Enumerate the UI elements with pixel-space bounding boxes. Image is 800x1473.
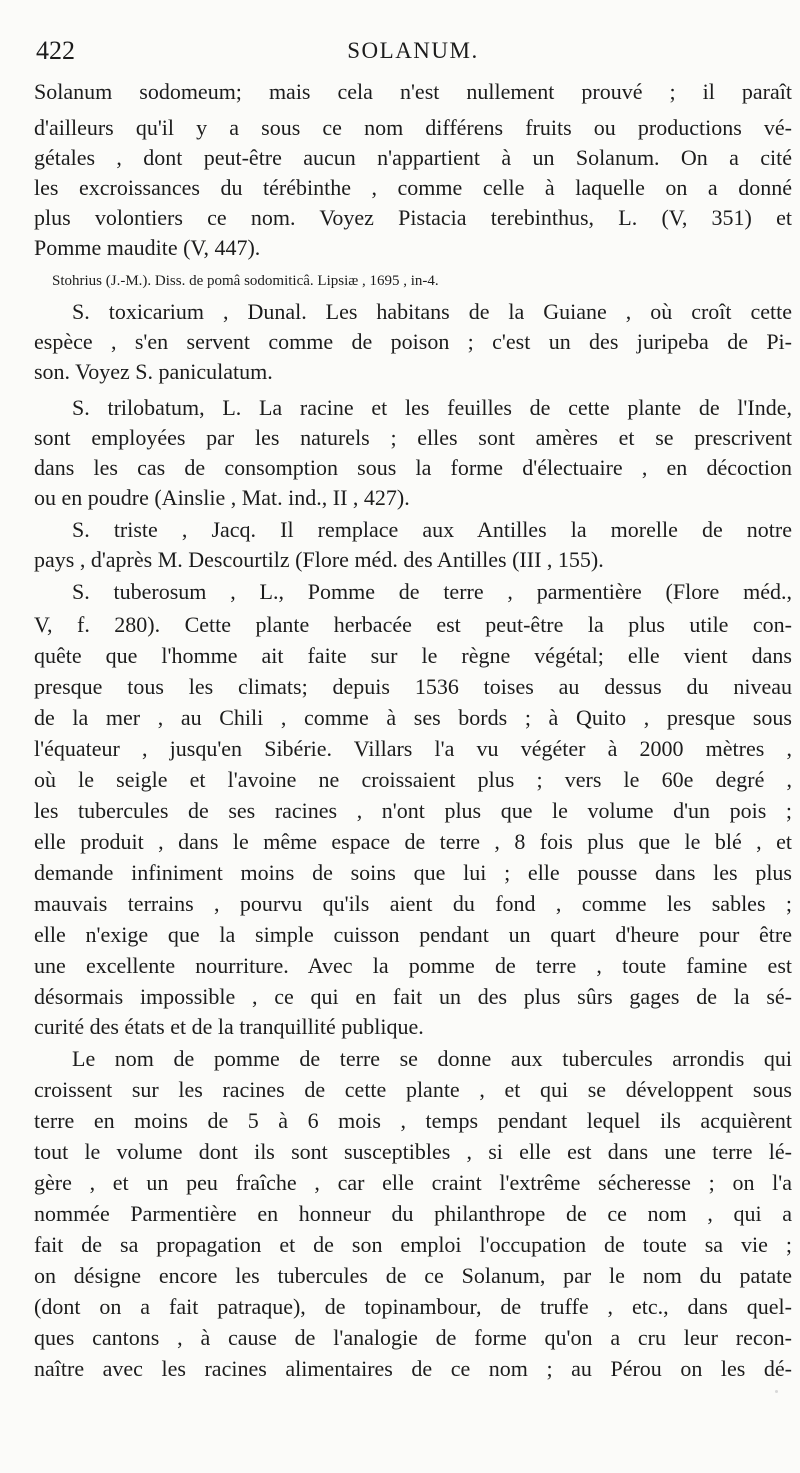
text-line: ques cantons , à cause de l'analogie de forme qu'on a cru leur recon- [34, 1325, 792, 1350]
text-line: S. toxicarium , Dunal. Les habitans de la Guiane , où croît cette [72, 299, 792, 324]
text-line: de la mer , au Chili , comme à ses bords ; à Quito , presque sous [34, 705, 792, 730]
bibliography-line: Stohrius (J.-M.). Diss. de pomâ sodomiticâ. Lipsiæ , 1695 , in-4. [52, 273, 439, 289]
text-line: Le nom de pomme de terre se donne aux tubercules arrondis qui [72, 1046, 792, 1071]
text-line: espèce , s'en servent comme de poison ; c'est un des juripeba de Pi- [34, 329, 792, 354]
text-line: demande infiniment moins de soins que lui ; elle pousse dans les plus [34, 860, 792, 885]
text-line: S. trilobatum, L. La racine et les feuilles de cette plante de l'Inde, [72, 395, 792, 420]
text-line: Pomme maudite (V, 447). [34, 235, 261, 260]
text-line: presque tous les climats; depuis 1536 toises au dessus du niveau [34, 674, 792, 699]
text-line: dans les cas de consomption sous la forme d'électuaire , en décoction [34, 455, 792, 480]
text-line: plus volontiers ce nom. Voyez Pistacia terebinthus, L. (V, 351) et [34, 205, 792, 230]
text-line: S. triste , Jacq. Il remplace aux Antilles la morelle de notre [72, 517, 792, 542]
text-line: tout le volume dont ils sont susceptibles , si elle est dans une terre lé- [34, 1139, 792, 1164]
text-line: où le seigle et l'avoine ne croissaient plus ; vers le 60e degré , [34, 767, 792, 792]
text-line: S. tuberosum , L., Pomme de terre , parmentière (Flore méd., [72, 579, 792, 604]
text-line: sont employées par les naturels ; elles sont amères et se prescrivent [34, 425, 792, 450]
text-line: croissent sur les racines de cette plante , et qui se développent sous [34, 1077, 792, 1102]
text-line: les excroissances du térébinthe , comme celle à laquelle on a donné [34, 175, 792, 200]
text-line: mauvais terrains , pourvu qu'ils aient du fond , comme les sables ; [34, 891, 792, 916]
text-line: (dont on a fait patraque), de topinambour, de truffe , etc., dans quel- [34, 1294, 792, 1319]
running-title: SOLANUM. [347, 38, 479, 63]
text-line: quête que l'homme ait faite sur le règne végétal; elle vient dans [34, 643, 792, 668]
text-line: terre en moins de 5 à 6 mois , temps pendant lequel ils acquièrent [34, 1108, 792, 1133]
text-line: ou en poudre (Ainslie , Mat. ind., II , 427). [34, 485, 410, 510]
text-line: V, f. 280). Cette plante herbacée est peut-être la plus utile con- [34, 612, 792, 637]
text-line: désormais impossible , ce qui en fait un des plus sûrs gages de la sé- [34, 984, 792, 1009]
text-line: les tubercules de ses racines , n'ont plus que le volume d'un pois ; [34, 798, 792, 823]
text-line: une excellente nourriture. Avec la pomme de terre , toute famine est [34, 953, 792, 978]
text-line: gétales , dont peut-être aucun n'appartient à un Solanum. On a cité [34, 145, 792, 170]
text-line: naître avec les racines alimentaires de ce nom ; au Pérou on les dé- [34, 1356, 792, 1381]
text-line: l'équateur , jusqu'en Sibérie. Villars l'a vu végéter à 2000 mètres , [34, 736, 792, 761]
text-line: curité des états et de la tranquillité publique. [34, 1014, 424, 1039]
page-header [36, 36, 790, 76]
text-line: nommée Parmentière en honneur du philanthrope de ce nom , qui a [34, 1201, 792, 1226]
text-line: elle produit , dans le même espace de terre , 8 fois plus que le blé , et [34, 829, 792, 854]
text-line: elle n'exige que la simple cuisson pendant un quart d'heure pour être [34, 922, 792, 947]
text-line: son. Voyez S. paniculatum. [34, 359, 273, 384]
text-line: d'ailleurs qu'il y a sous ce nom différens fruits ou productions vé- [34, 115, 792, 140]
page-number: 422 [36, 36, 75, 65]
text-line: gère , et un peu fraîche , car elle craint l'extrême sécheresse ; on l'a [34, 1170, 792, 1195]
text-line: pays , d'après M. Descourtilz (Flore méd. des Antilles (III , 155). [34, 547, 604, 572]
text-line: fait de sa propagation et de son emploi l'occupation de toute sa vie ; [34, 1232, 792, 1257]
paper-fleck [775, 1390, 778, 1393]
text-line: on désigne encore les tubercules de ce Solanum, par le nom du patate [34, 1263, 792, 1288]
text-line: Solanum sodomeum; mais cela n'est nullement prouvé ; il paraît [34, 79, 792, 104]
